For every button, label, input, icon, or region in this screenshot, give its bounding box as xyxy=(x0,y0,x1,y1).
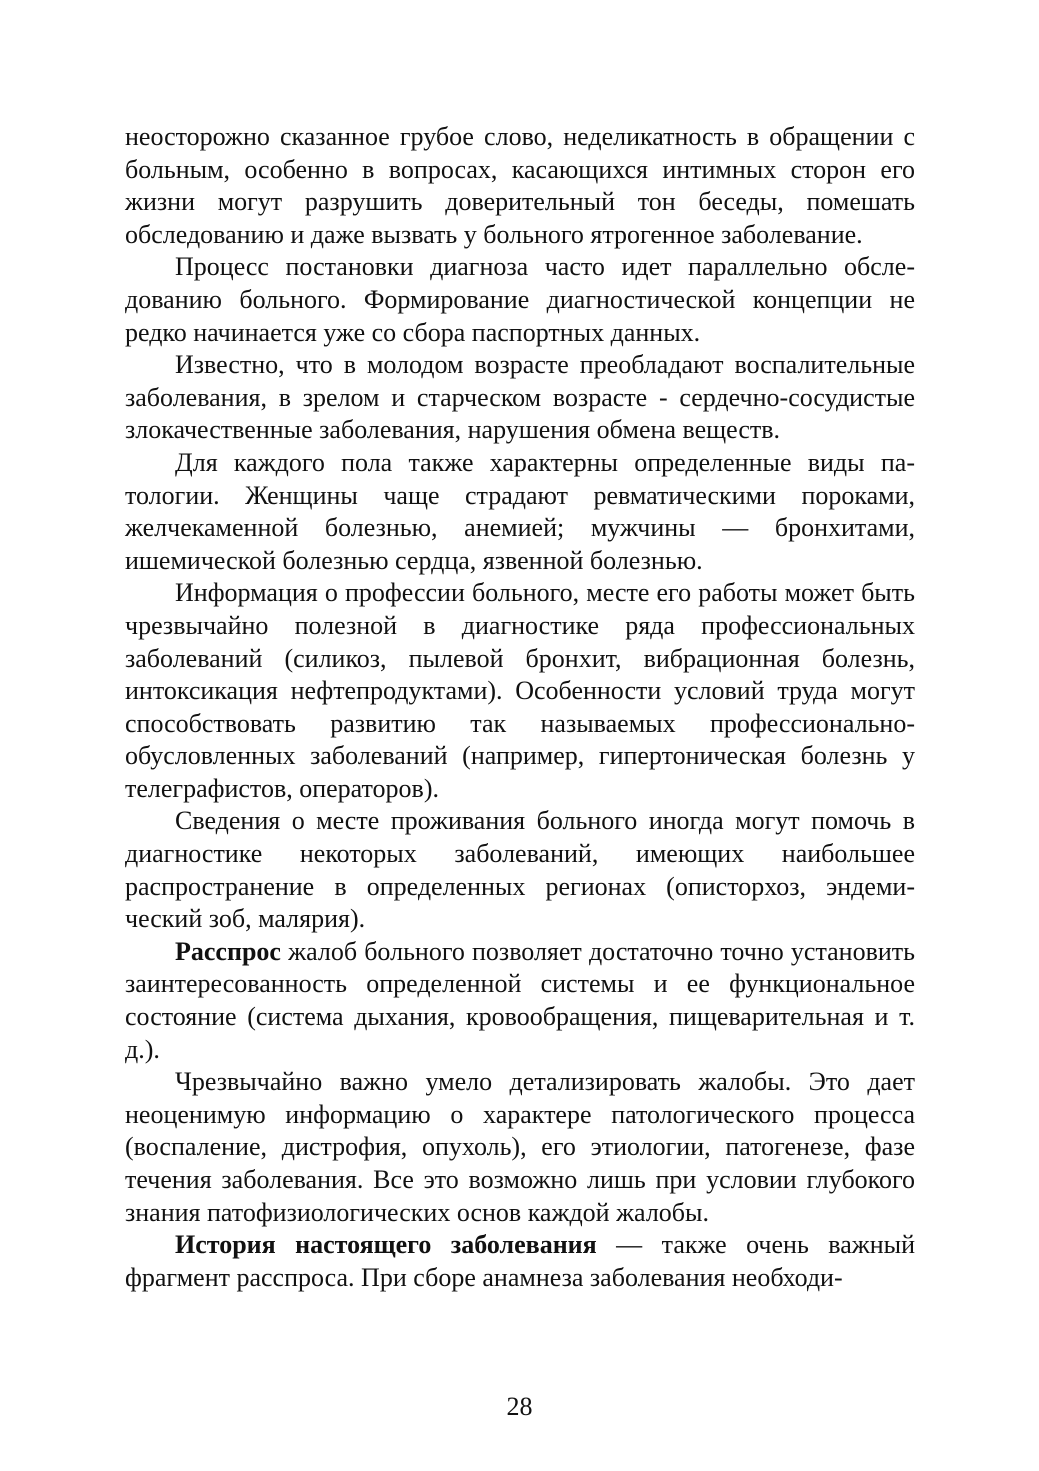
paragraph: Расспрос жалоб больного позволяет достаточно точно установить заинтересованность определенной системы и ее функциональное состояние (система дыхания, кровообращения, пищеварительная и т. д.). xyxy=(125,936,915,1064)
paragraph: Известно, что в молодом возрасте преобладают воспалительные заболевания, в зрелом и старческом возрасте - сердечно-сосудистые злокачественные заболевания, нарушения обмена веществ. xyxy=(125,350,915,445)
paragraph: Чрезвычайно важно умело детализировать жалобы. Это дает неоценимую информацию о характере патологического процесса (воспаление, дистрофия, опухоль), его этиологии, патогенезе, фазе течения заболевания. Все это возможно лишь при условии глубокого знания патофизиологических основ каждой жалобы. xyxy=(125,1067,915,1227)
paragraph: История настоящего заболевания — также очень важный фрагмент расспроса. При сборе анамнеза заболевания необходи- xyxy=(125,1230,915,1292)
page-number: 28 xyxy=(506,1392,533,1421)
paragraph: Сведения о месте проживания больного иногда могут помочь в диагностике некоторых заболеваний, имеющих наибольшее распространение в определенных регионах (описторхоз, эндемический зоб, малярия). xyxy=(125,806,915,934)
paragraph: Процесс постановки диагноза часто идет параллельно обследованию больного. Формирование диагностической концепции не редко начинается уже со сбора паспортных данных. xyxy=(125,252,915,347)
body-text xyxy=(125,121,915,1294)
paragraph: неосторожно сказанное грубое слово, неделикатность в обращении с больным, особенно в вопросах, касающихся интимных сторон его жизни могут разрушить доверительный тон беседы, помешать обследованию и даже вызвать у больного ятрогенное заболевание. xyxy=(125,122,915,249)
bold-lead-term: История настоящего заболевания xyxy=(175,1230,597,1260)
bold-lead-term: Расспрос xyxy=(175,936,281,966)
paragraph: Информация о профессии больного, месте его работы может быть чрезвычайно полезной в диагностике ряда профессиональных заболеваний (силикоз, пылевой бронхит, вибрационная болезнь, интоксикация нефтепродуктами). Особенности условий труда могут способствовать развитию так называемых профессионально-обусловленных заболеваний (например, гипертоническая болезнь у телеграфистов, операторов). xyxy=(125,578,915,803)
paragraph: Для каждого пола также характерны определенные виды патологии. Женщины чаще страдают ревматическими пороками, желчекаменной болезнью, анемией; мужчины — бронхитами, ишемической болезнью сердца, язвенной болезнью. xyxy=(125,447,915,575)
